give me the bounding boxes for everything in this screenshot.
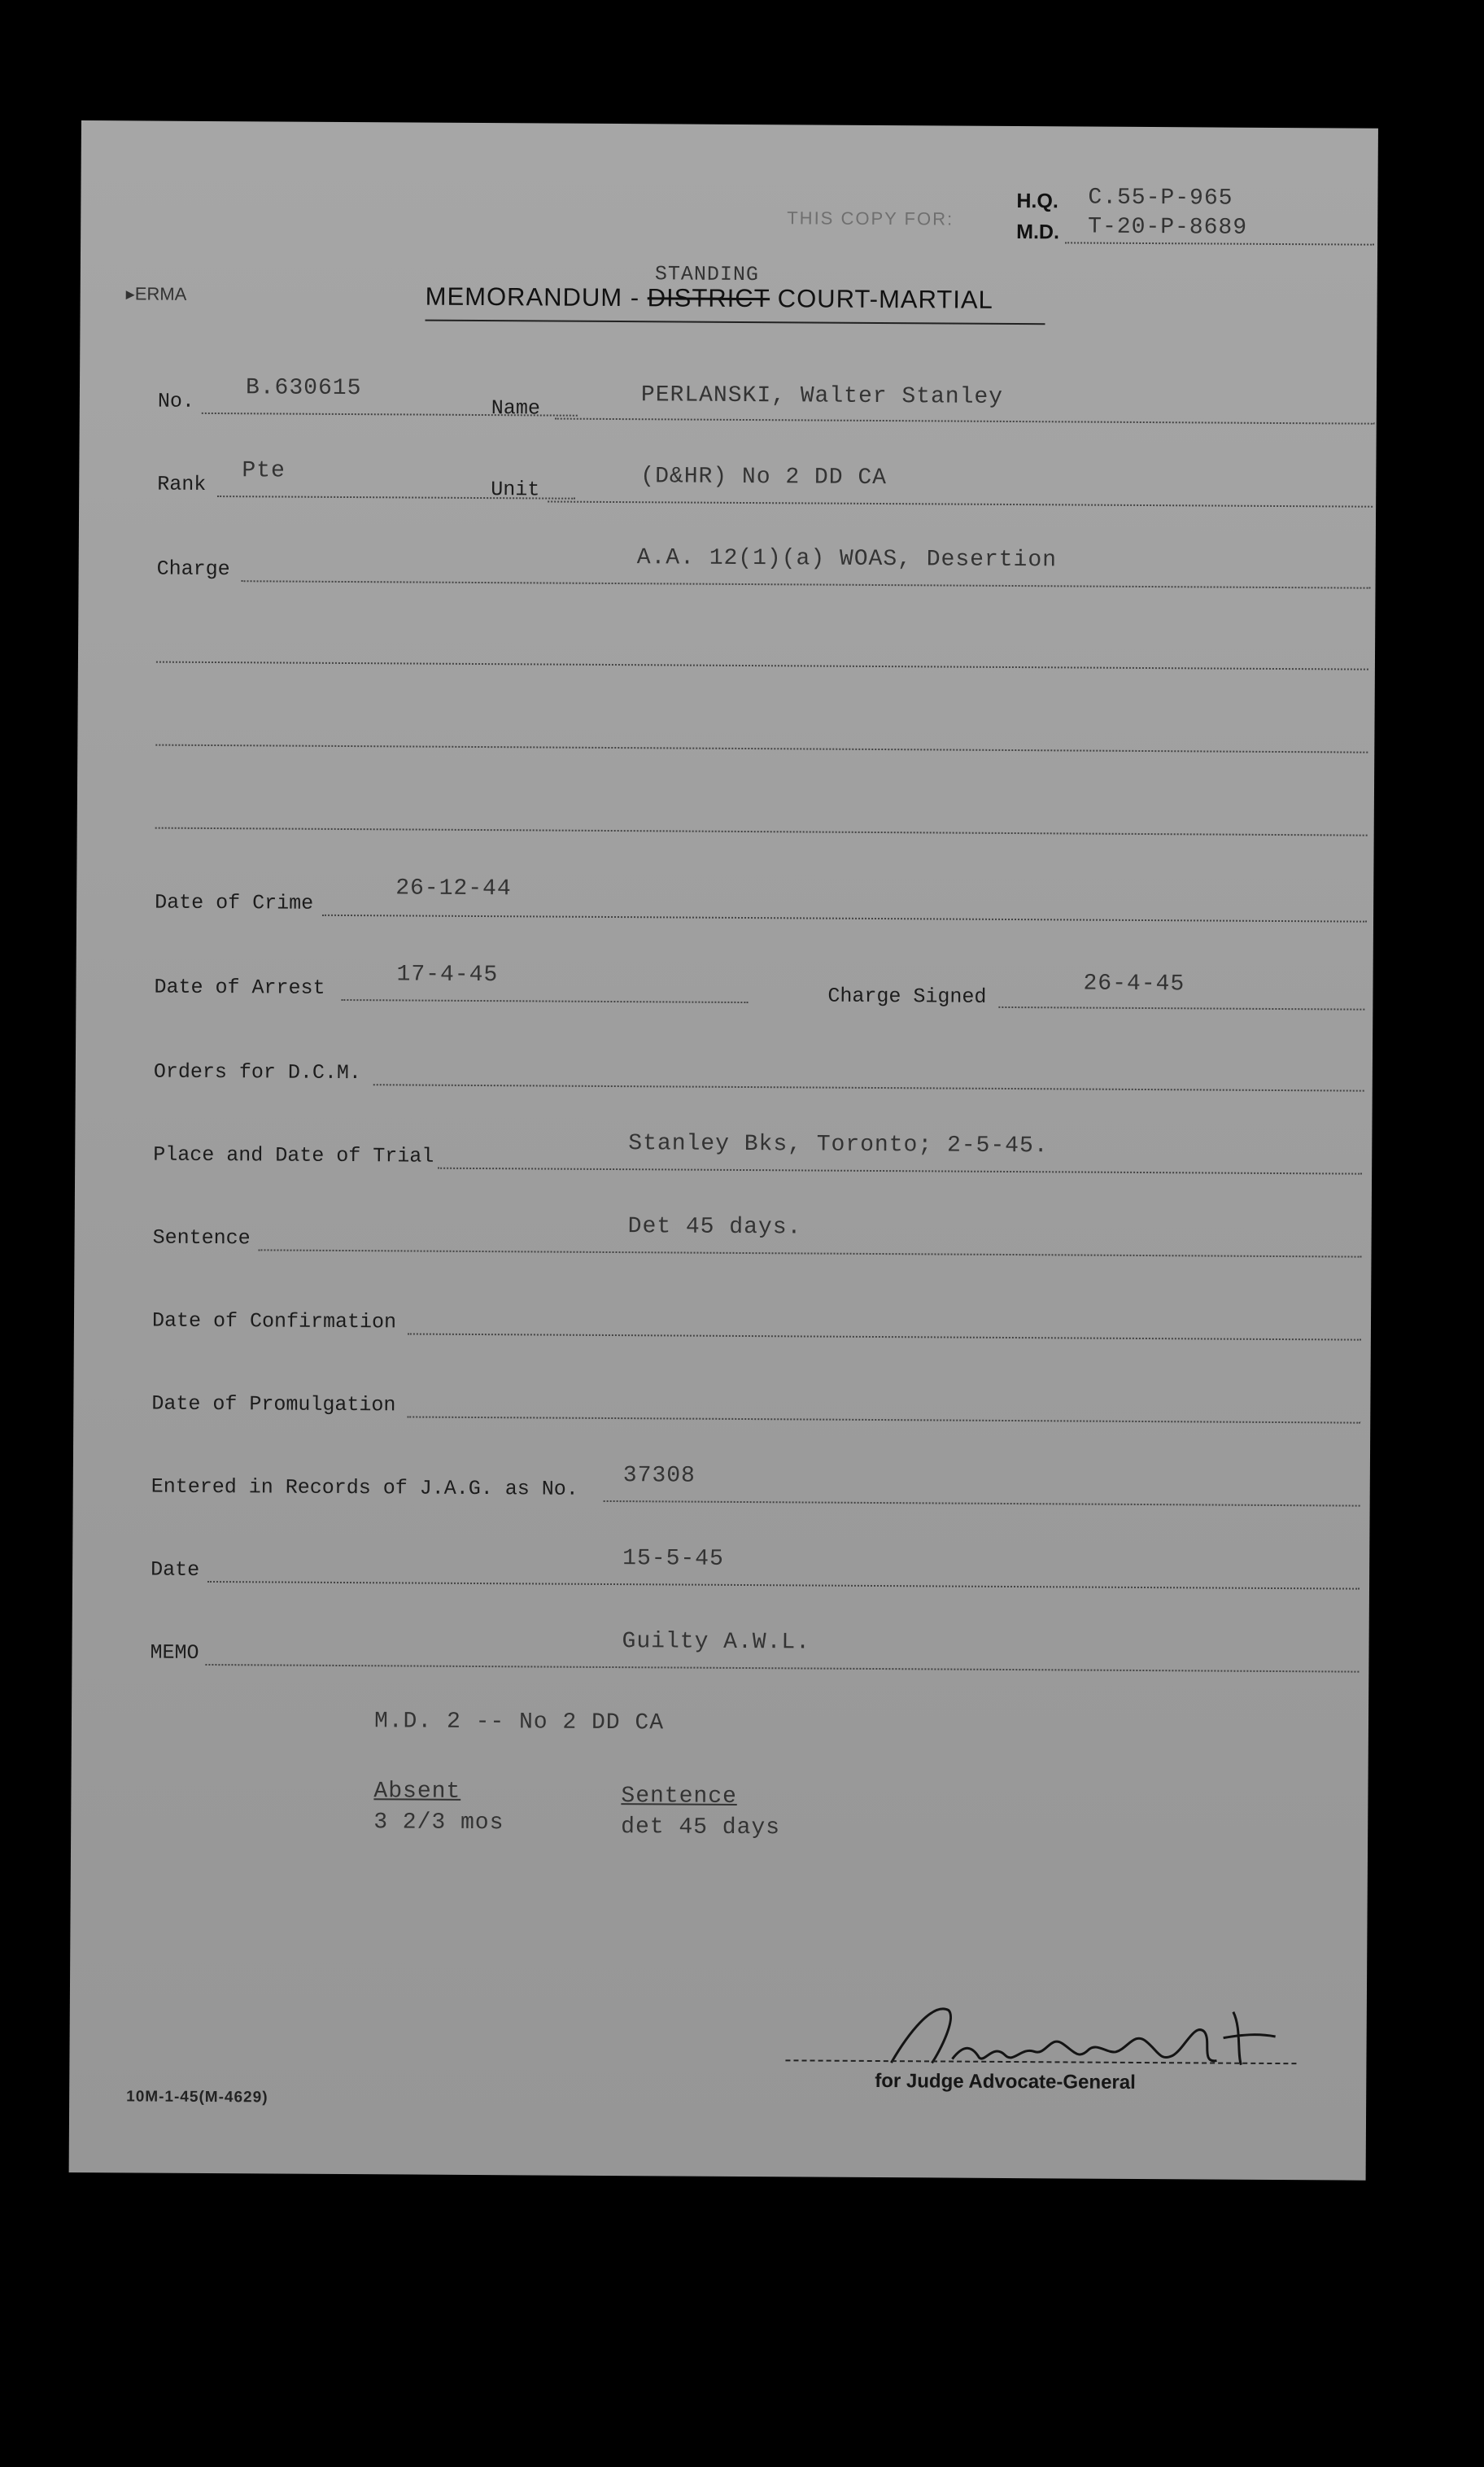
orders-label: Orders for D.C.M. bbox=[153, 1059, 361, 1085]
charge-signed-label: Charge Signed bbox=[827, 984, 987, 1009]
name-value: PERLANSKI, Walter Stanley bbox=[640, 382, 1004, 410]
blank-line bbox=[156, 662, 1368, 670]
date-dotted-line bbox=[207, 1581, 1360, 1590]
date-of-arrest-label: Date of Arrest bbox=[154, 975, 325, 1000]
sentence-heading: Sentence bbox=[621, 1784, 737, 1810]
rank-label: Rank bbox=[157, 472, 207, 496]
hq-label: H.Q. bbox=[1016, 190, 1058, 213]
jag-value: 37308 bbox=[622, 1463, 696, 1489]
title bbox=[426, 282, 993, 315]
date-of-crime-value: 26-12-44 bbox=[395, 875, 512, 902]
memo-value: Guilty A.W.L. bbox=[622, 1629, 811, 1656]
jag-label: Entered in Records of J.A.G. as No. bbox=[151, 1474, 578, 1501]
document-page bbox=[69, 120, 1378, 2181]
title-insert: STANDING bbox=[654, 262, 759, 287]
place-label: Place and Date of Trial bbox=[153, 1142, 434, 1168]
charge-signed-dotted-line bbox=[998, 1006, 1364, 1011]
place-value: Stanley Bks, Toronto; 2-5-45. bbox=[628, 1131, 1049, 1159]
promulgation-label: Date of Promulgation bbox=[151, 1391, 396, 1417]
charge-label: Charge bbox=[156, 557, 230, 582]
confirmation-label: Date of Confirmation bbox=[151, 1308, 397, 1334]
unit-value: (D&HR) No 2 DD CA bbox=[640, 464, 888, 491]
charge-value: A.A. 12(1)(a) WOAS, Desertion bbox=[636, 545, 1058, 574]
date-of-arrest-dotted-line bbox=[341, 999, 748, 1003]
memo-label: MEMO bbox=[150, 1640, 199, 1665]
signature-caption: for Judge Advocate-General bbox=[875, 2070, 1136, 2094]
date-value: 15-5-45 bbox=[622, 1546, 724, 1572]
sentence-label: Sentence bbox=[152, 1225, 251, 1251]
this-copy-for-label: THIS COPY FOR: bbox=[787, 207, 954, 229]
sentence-dotted-line bbox=[259, 1249, 1362, 1257]
blank-line bbox=[155, 744, 1368, 753]
absent-heading: Absent bbox=[373, 1779, 461, 1805]
corner-mark: ▸ERMA bbox=[125, 283, 187, 304]
name-label: Name bbox=[491, 396, 540, 421]
blank-line bbox=[155, 827, 1368, 836]
no-label: No. bbox=[157, 389, 194, 413]
date-of-crime-dotted-line bbox=[322, 915, 1367, 923]
place-dotted-line bbox=[438, 1168, 1362, 1175]
sentence-value: Det 45 days. bbox=[627, 1214, 802, 1241]
title-struck: DISTRICT bbox=[647, 283, 770, 313]
md-value: T-20-P-8689 bbox=[1088, 214, 1248, 241]
hq-value: C.55-P-965 bbox=[1088, 185, 1233, 212]
charge-dotted-line bbox=[242, 580, 1371, 588]
title-underline bbox=[426, 320, 1045, 325]
date-of-crime-label: Date of Crime bbox=[155, 890, 314, 915]
charge-signed-value: 26-4-45 bbox=[1083, 971, 1185, 998]
unit-dotted-line bbox=[548, 501, 1373, 508]
confirmation-dotted-line bbox=[408, 1333, 1361, 1340]
name-dotted-line bbox=[555, 418, 1375, 425]
orders-dotted-line bbox=[373, 1084, 1364, 1091]
no-value: B.630615 bbox=[245, 375, 362, 402]
date-of-arrest-value: 17-4-45 bbox=[396, 962, 499, 989]
title-suffix: COURT-MARTIAL bbox=[777, 284, 993, 314]
form-number: 10M-1-45(M-4629) bbox=[126, 2088, 268, 2107]
jag-dotted-line bbox=[604, 1500, 1360, 1507]
memo-dotted-line bbox=[205, 1664, 1359, 1673]
unit-label: Unit bbox=[491, 478, 540, 502]
rank-value: Pte bbox=[242, 458, 286, 484]
md-dotted-line bbox=[1065, 242, 1374, 245]
summary-line: M.D. 2 -- No 2 DD CA bbox=[373, 1709, 665, 1736]
date-label: Date bbox=[151, 1557, 200, 1582]
absent-value: 3 2/3 mos bbox=[373, 1810, 504, 1836]
summary-sentence-value: det 45 days bbox=[621, 1814, 781, 1841]
md-label: M.D. bbox=[1016, 221, 1060, 244]
promulgation-dotted-line bbox=[407, 1416, 1360, 1423]
title-prefix: MEMORANDUM - bbox=[425, 282, 640, 312]
